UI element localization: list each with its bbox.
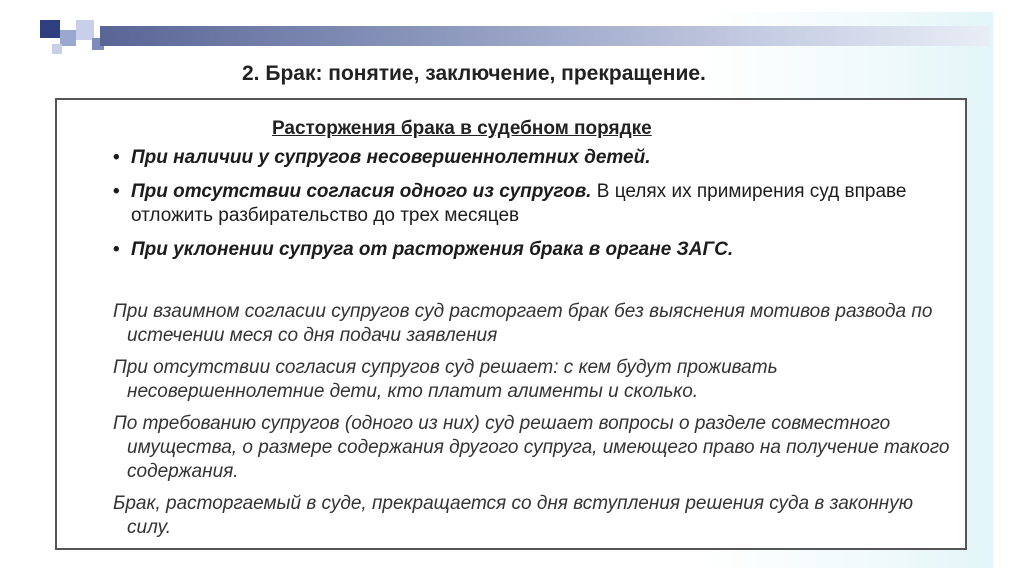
paragraph: Брак, расторгаемый в суде, прекращается со дня вступления решения суда в законную силу. [113,493,913,538]
bullet-emphasis: При уклонении супруга от расторжения брака в органе ЗАГС. [131,239,734,260]
page-title: 2. Брак: понятие, заключение, прекращение. [242,62,706,85]
slide [30,12,993,568]
paragraph: При отсутствии согласия супругов суд решает: с кем будут проживать несовершеннолетние дети, кто платит алименты и сколько. [113,357,778,402]
decor-gradient-bar [100,26,990,46]
bullet-item [113,238,923,262]
bullet-list [113,146,923,272]
paragraph-list [113,300,953,548]
content-box [55,98,967,550]
bullet-emphasis: При наличии у супругов несовершеннолетних детей. [131,147,651,168]
bullet-text: В целях их примирения суд вправе отложить разбирательство до трех месяцев [131,181,907,226]
paragraph: При взаимном согласии супругов суд расторгает брак без выяснения мотивов развода по истечении меся со дня подачи заявления [113,301,933,346]
decor-square [76,20,94,40]
decor-square [52,44,62,54]
decor-square [40,20,60,38]
box-heading: Расторжения брака в судебном порядке [272,118,652,139]
bullet-item [113,180,923,228]
paragraph: По требованию супругов (одного из них) суд решает вопросы о разделе совместного имущества, о размере содержания другого супруга, имеющего право на получение такого содержания. [113,413,950,482]
bullet-emphasis: При отсутствии согласия одного из супругов. [131,181,592,202]
decor-square [60,30,76,46]
bullet-item [113,146,923,170]
